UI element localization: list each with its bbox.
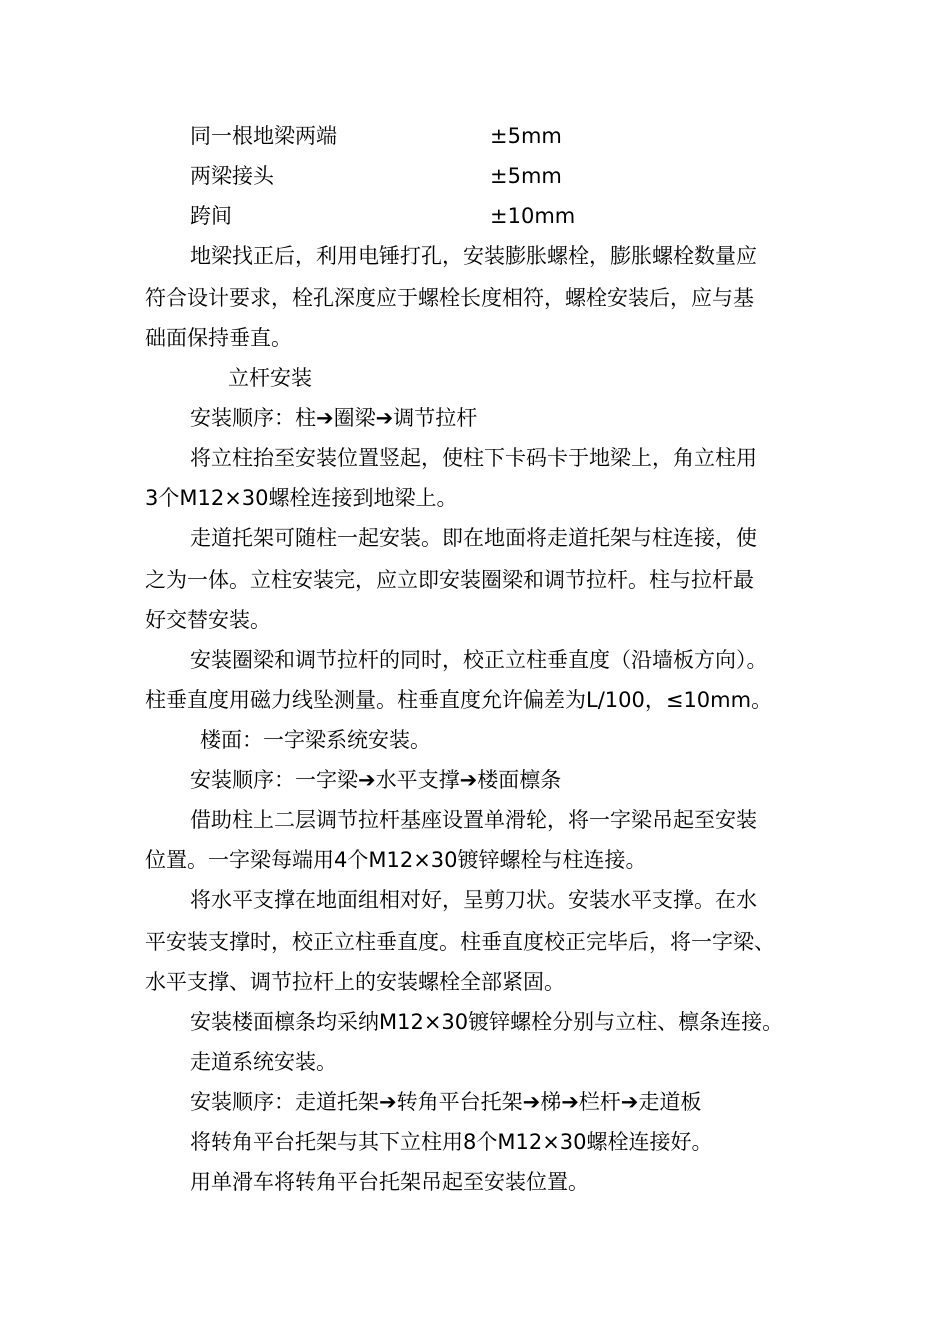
paragraph-line: 之为一体。立柱安装完，应立即安装圈梁和调节拉杆。柱与拉杆最 [145,568,754,592]
paragraph-line: 将立柱抬至安装位置竖起，使柱下卡码卡于地梁上，角立柱用 [190,446,757,470]
paragraph-line: 柱垂直度用磁力线坠测量。柱垂直度允许偏差为L/100，≤10mm。 [145,688,773,712]
paragraph-line: 安装楼面檩条均采纳M12×30镀锌螺栓分别与立柱、檩条连接。 [190,1010,784,1034]
paragraph-line: 水平支撑、调节拉杆上的安装螺栓全部紧固。 [145,970,565,994]
paragraph-line: 借助柱上二层调节拉杆基座设置单滑轮，将一字梁吊起至安装 [190,808,757,832]
paragraph-line: 安装圈梁和调节拉杆的同时，校正立柱垂直度（沿墙板方向）。 [190,648,768,672]
paragraph-line: 用单滑车将转角平台托架吊起至安装位置。 [190,1170,589,1194]
tolerance-label: 同一根地梁两端 [190,124,337,148]
install-sequence: 安装顺序：一字梁➔水平支撑➔楼面檩条 [190,768,562,792]
paragraph-line: 将水平支撑在地面组相对好，呈剪刀状。安装水平支撑。在水 [190,888,757,912]
section-heading: 走道系统安装。 [190,1050,337,1074]
install-sequence: 安装顺序：走道托架➔转角平台托架➔梯➔栏杆➔走道板 [190,1090,702,1114]
paragraph-line: 平安装支撑时，校正立柱垂直度。柱垂直度校正完毕后，将一字梁、 [145,930,775,954]
paragraph-line: 地梁找正后，利用电锤打孔，安装膨胀螺栓，膨胀螺栓数量应 [190,244,757,268]
paragraph-line: 好交替安装。 [145,608,271,632]
tolerance-label: 两梁接头 [190,164,274,188]
section-heading: 楼面：一字梁系统安装。 [200,728,431,752]
paragraph-line: 础面保持垂直。 [145,326,292,350]
paragraph-line: 3个M12×30螺栓连接到地梁上。 [145,486,458,510]
tolerance-label: 跨间 [190,204,232,228]
paragraph-line: 走道托架可随柱一起安装。即在地面将走道托架与柱连接，使 [190,526,757,550]
paragraph-line: 位置。一字梁每端用4个M12×30镀锌螺栓与柱连接。 [145,848,647,872]
paragraph-line: 将转角平台托架与其下立柱用8个M12×30螺栓连接好。 [190,1130,713,1154]
tolerance-value: ±10mm [490,204,576,228]
paragraph-line: 符合设计要求，栓孔深度应于螺栓长度相符，螺栓安装后，应与基 [145,286,754,310]
install-sequence: 安装顺序：柱➔圈梁➔调节拉杆 [190,406,478,430]
tolerance-value: ±5mm [490,124,562,148]
section-heading: 立杆安装 [228,366,312,390]
tolerance-value: ±5mm [490,164,562,188]
